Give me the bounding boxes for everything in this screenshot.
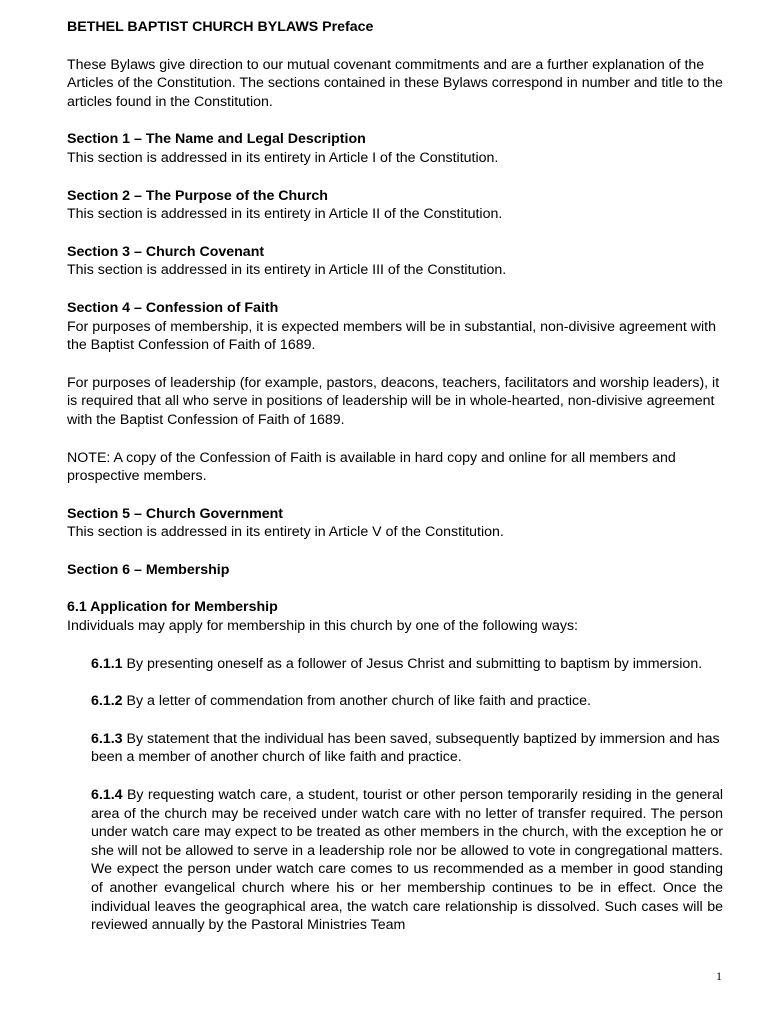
document-title: BETHEL BAPTIST CHURCH BYLAWS Preface	[67, 19, 374, 35]
item-number: 6.1.4	[91, 787, 123, 804]
section-heading: Section 3 – Church Covenant	[67, 243, 265, 260]
document-page	[67, 18, 723, 954]
item-6-1-1	[91, 655, 723, 674]
section-3	[67, 243, 723, 280]
section-6	[67, 561, 723, 580]
section-2	[67, 187, 723, 224]
section-heading: Section 1 – The Name and Legal Description	[67, 131, 366, 148]
page-number: 1	[716, 969, 722, 983]
section-1	[67, 130, 723, 167]
section-text: This section is addressed in its entirety in Article II of the Constitution.	[67, 206, 503, 223]
item-6-1-3	[91, 730, 723, 767]
item-text: By requesting watch care, a student, tourist or other person temporarily residing in the general area of the church may be received under watch care with no letter of transfer required. The person under watch care may expect to be treated as other members in the church, with the exception he or she will not be allowed to serve in a leadership role nor be allowed to vote in congregational matters. We expect the person under watch care comes to us recommended as a member in good standing of another evangelical church where his or her membership continues to be in effect. Once the individual leaves the geographical area, the watch care relationship is dissolved. Such cases will be reviewed annually by the Pastoral Ministries Team	[91, 787, 723, 934]
section-heading: Section 5 – Church Government	[67, 505, 284, 522]
section-5	[67, 505, 723, 542]
item-text: By a letter of commendation from another church of like faith and practice.	[122, 693, 591, 710]
section-4	[67, 299, 723, 355]
subsection-text: Individuals may apply for membership in this church by one of the following ways:	[67, 618, 578, 635]
subsection-heading: 6.1 Application for Membership	[67, 599, 278, 616]
item-number: 6.1.2	[91, 693, 123, 710]
item-text: By presenting oneself as a follower of Jesus Christ and submitting to baptism by immersion.	[122, 655, 703, 672]
item-number: 6.1.3	[91, 730, 123, 747]
section-heading: Section 4 – Confession of Faith	[67, 299, 279, 316]
section-heading: Section 2 – The Purpose of the Church	[67, 187, 328, 204]
section-text: This section is addressed in its entirety in Article III of the Constitution.	[67, 262, 507, 279]
item-text: By statement that the individual has been saved, subsequently baptized by immersion and has been a member of another church of like faith and practice.	[91, 730, 720, 766]
item-number: 6.1.1	[91, 655, 123, 672]
section-text: This section is addressed in its entirety in Article V of the Constitution.	[67, 524, 504, 541]
item-6-1-2	[91, 692, 723, 711]
section-text: This section is addressed in its entirety in Article I of the Constitution.	[67, 149, 499, 166]
section-4-leadership-paragraph: For purposes of leadership (for example, pastors, deacons, teachers, facilitators and worship leaders), it is required that all who serve in positions of leadership will be in whole-hearted, non-divisive agreement with the Baptist Confession of Faith of 1689.	[67, 374, 720, 428]
subsection-6-1	[67, 598, 723, 635]
section-4-note: NOTE: A copy of the Confession of Faith is available in hard copy and online for all members and prospective members.	[67, 449, 676, 485]
section-heading: Section 6 – Membership	[67, 561, 230, 578]
section-text: For purposes of membership, it is expected members will be in substantial, non-divisive agreement with the Baptist Confession of Faith of 1689.	[67, 318, 716, 354]
preface-paragraph: These Bylaws give direction to our mutual covenant commitments and are a further explanation of the Articles of the Constitution. The sections contained in these Bylaws correspond in number and title to the articles found in the Constitution.	[67, 56, 723, 110]
item-6-1-4	[91, 786, 723, 935]
